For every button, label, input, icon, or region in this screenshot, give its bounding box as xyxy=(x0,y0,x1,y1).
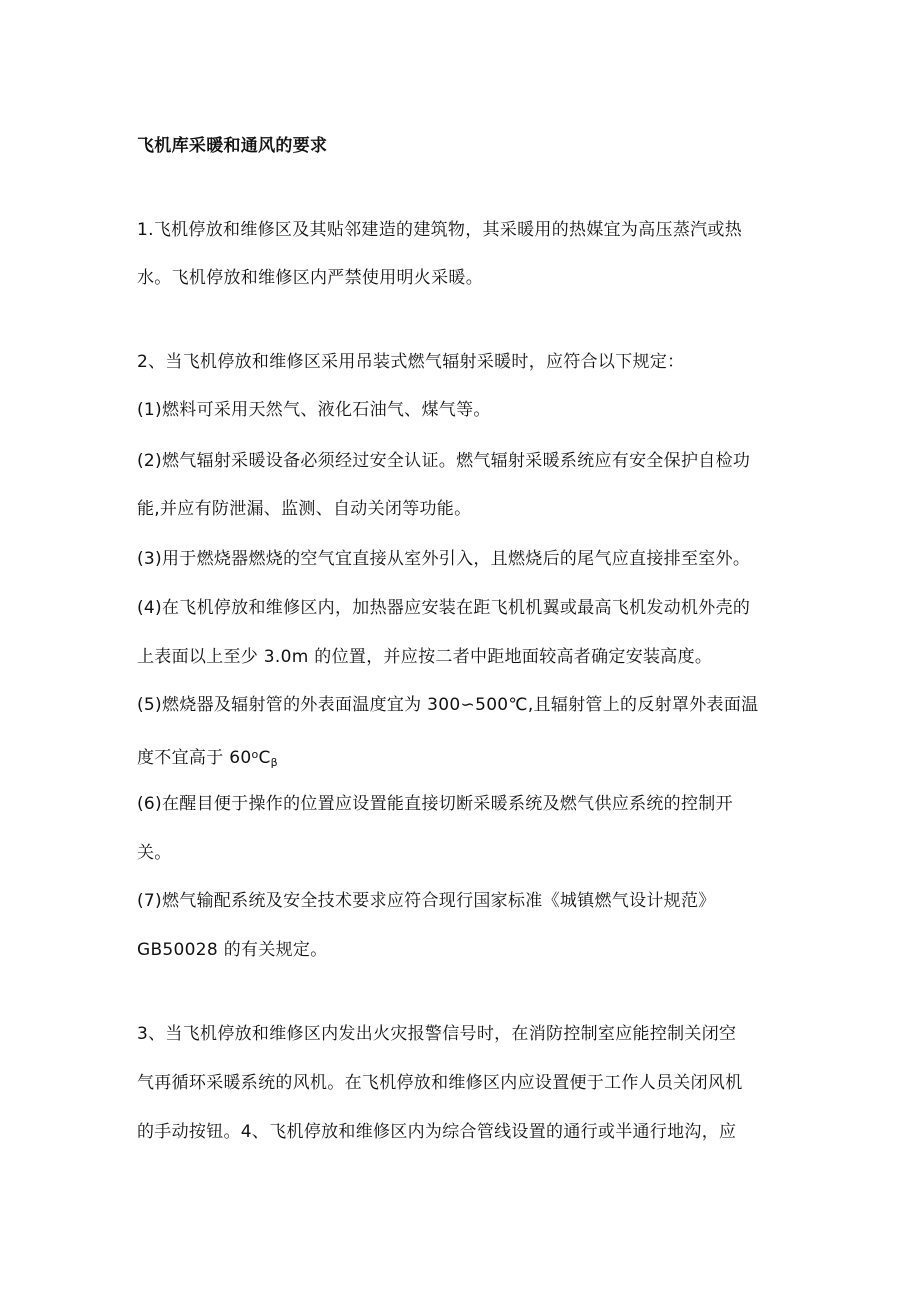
paragraph-3-line-2: 气再循环采暖系统的风机。在飞机停放和维修区内应设置便于工作人员关闭风机 xyxy=(137,1073,743,1093)
list-item-7-line-2: GB50028 的有关规定。 xyxy=(137,940,328,960)
beta-subscript: β xyxy=(270,756,278,769)
list-item-5-line-2-text: 度不宜高于 60 xyxy=(137,748,252,768)
degree-mark: o xyxy=(251,748,259,761)
list-item-2-line-2: 能,并应有防泄漏、监测、自动关闭等功能。 xyxy=(137,499,472,519)
paragraph-1-line-2: 水。飞机停放和维修区内严禁使用明火采暖。 xyxy=(137,268,483,288)
paragraph-2-intro: 2、当飞机停放和维修区采用吊装式燃气辐射采暖时，应符合以下规定： xyxy=(137,352,685,372)
list-item-2-line-1: (2)燃气辐射采暖设备必须经过安全认证。燃气辐射采暖系统应有安全保护自检功 xyxy=(137,451,751,471)
paragraph-3-line-3: 的手动按钮。4、飞机停放和维修区内为综合管线设置的通行或半通行地沟，应 xyxy=(137,1122,737,1142)
list-item-6-line-1: (6)在醒目便于操作的位置应设置能直接切断采暖系统及燃气供应系统的控制开 xyxy=(137,794,733,814)
list-item-5-line-2 xyxy=(137,743,797,775)
paragraph-1-line-1: 1.飞机停放和维修区及其贴邻建造的建筑物，其采暖用的热媒宜为高压蒸汽或热 xyxy=(137,220,743,240)
list-item-5-line-1: (5)燃烧器及辐射管的外表面温度宜为 300∽500℃,且辐射管上的反射罩外表面温 xyxy=(137,695,759,715)
list-item-4-line-1: (4)在飞机停放和维修区内，加热器应安装在距飞机机翼或最高飞机发动机外壳的 xyxy=(137,598,751,618)
list-item-7-line-1: (7)燃气输配系统及安全技术要求应符合现行国家标准《城镇燃气设计规范》 xyxy=(137,891,716,911)
paragraph-3-line-1: 3、当飞机停放和维修区内发出火灾报警信号时，在消防控制室应能控制关闭空 xyxy=(137,1024,737,1044)
list-item-4-line-2: 上表面以上至少 3.0m 的位置，并应按二者中距地面较高者确定安装高度。 xyxy=(137,647,713,667)
list-item-1: (1)燃料可采用天然气、液化石油气、煤气等。 xyxy=(137,400,491,420)
document-title: 飞机库采暖和通风的要求 xyxy=(137,136,328,156)
list-item-6-line-2: 关。 xyxy=(137,843,172,863)
list-item-3: (3)用于燃烧器燃烧的空气宜直接从室外引入，且燃烧后的尾气应直接排至室外。 xyxy=(137,549,751,569)
celsius-letter: C xyxy=(258,748,271,768)
